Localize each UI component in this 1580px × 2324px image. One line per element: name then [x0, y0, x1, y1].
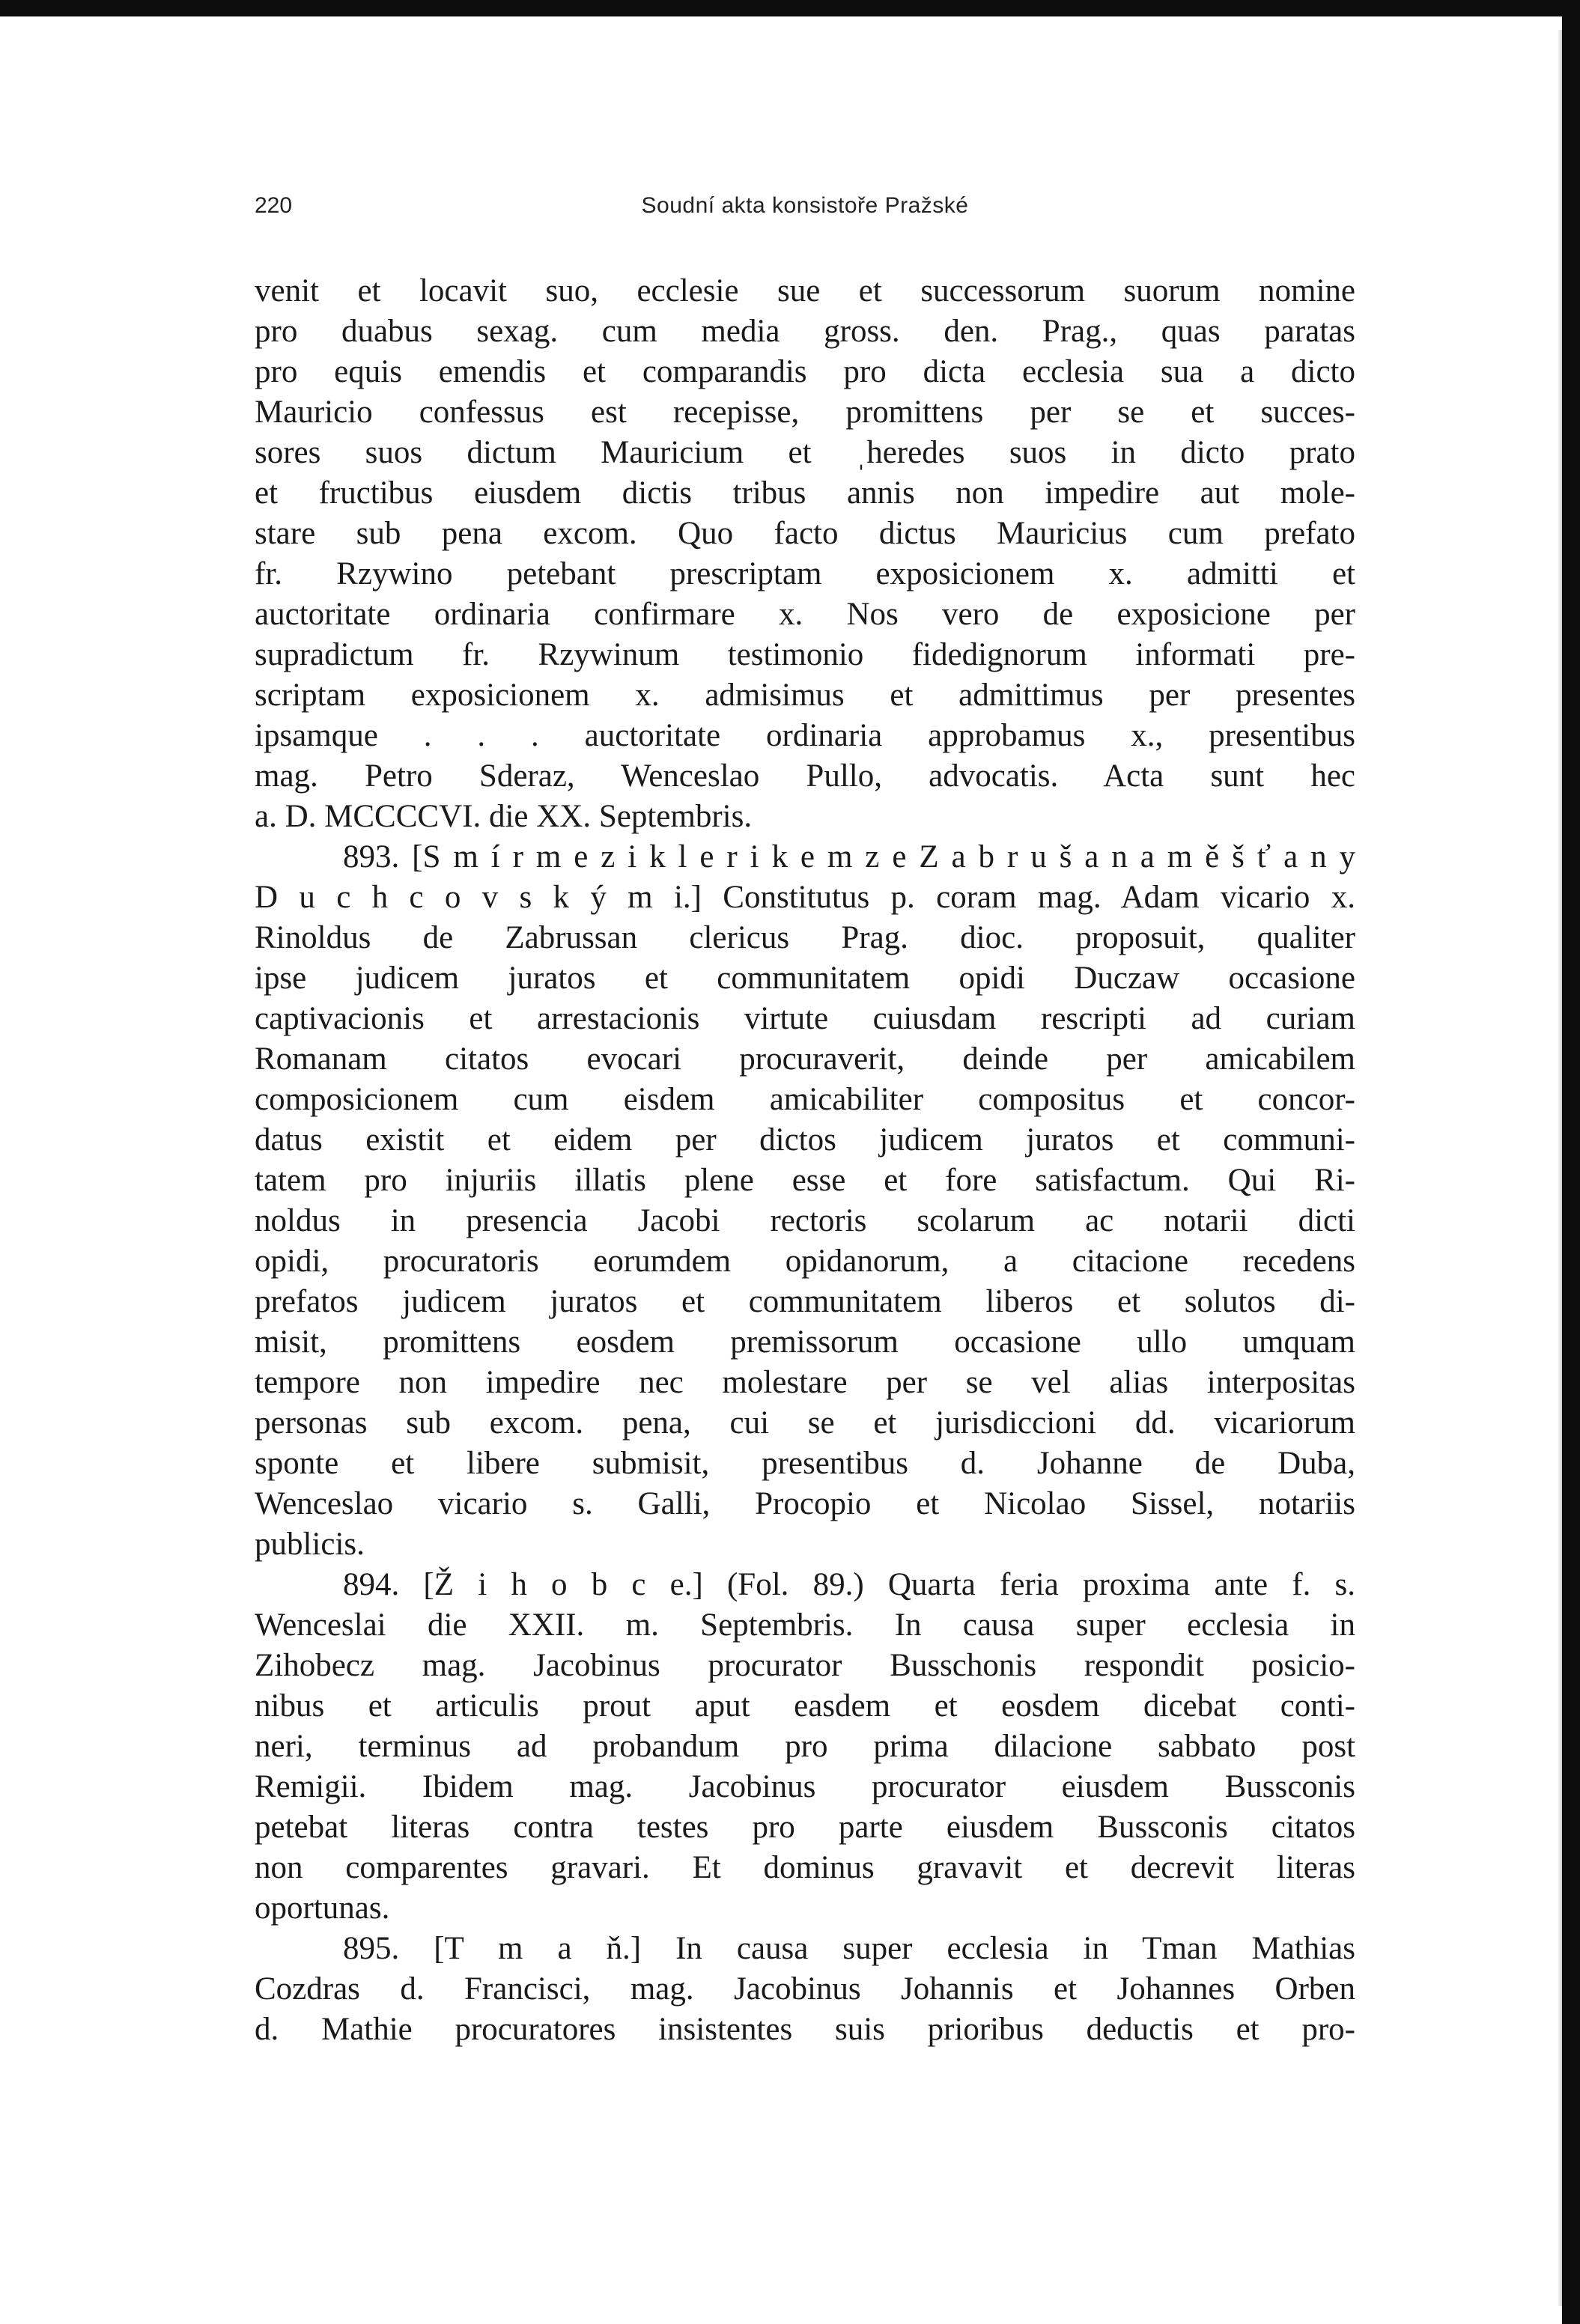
text-line: et fructibus eiusdem dictis tribus annis non impedire aut mole- — [255, 475, 1355, 511]
text-line: neri, terminus ad probandum pro prima dilacione sabbato post — [255, 1729, 1355, 1764]
text-line: fr. Rzywino petebant prescriptam exposicionem x. admitti et — [255, 556, 1355, 591]
text-line: sponte et libere submisit, presentibus d. Johanne de Duba, — [255, 1446, 1355, 1481]
text-line: Zihobecz mag. Jacobinus procurator Busschonis respondit posicio- — [255, 1648, 1355, 1683]
text-line: prefatos judicem juratos et communitatem liberos et solutos di- — [255, 1284, 1355, 1319]
text-line: a. D. MCCCCVI. die XX. Septembris. — [255, 799, 753, 834]
scan-border-top — [0, 0, 1580, 16]
text-line: Mauricio confessus est recepisse, promittens per se et succes- — [255, 395, 1355, 430]
text-line: non comparentes gravari. Et dominus gravavit et decrevit literas — [255, 1850, 1355, 1885]
text-line: ipsamque . . . auctoritate ordinaria approbamus x., presentibus — [255, 718, 1355, 753]
text-line: Wenceslao vicario s. Galli, Procopio et Nicolao Sissel, notariis — [255, 1486, 1355, 1521]
text-line: scriptam exposicionem x. admisimus et admittimus per presentes — [255, 678, 1355, 713]
text-line: ipse judicem juratos et communitatem opidi Duczaw occasione — [255, 961, 1355, 996]
text-line: D u c h c o v s k ý m i.] Constitutus p. coram mag. Adam vicario x. — [255, 880, 1355, 915]
text-line: Rinoldus de Zabrussan clericus Prag. dioc. proposuit, qualiter — [255, 920, 1355, 955]
text-line: oportunas. — [255, 1890, 390, 1926]
entry-893-heading: 893. [S m í r m e z i k l e r i k e m z e Z a b r u š a n a m ě š ť a n y — [343, 839, 1355, 874]
text-line: captivacionis et arrestacionis virtute cuiusdam rescripti ad curiam — [255, 1001, 1355, 1036]
text-line: pro equis emendis et comparandis pro dicta ecclesia sua a dicto — [255, 354, 1355, 389]
text-line: sores suos dictum Mauricium et ˌheredes suos in dicto prato — [255, 435, 1355, 470]
text-line: opidi, procuratoris eorumdem opidanorum, a citacione recedens — [255, 1244, 1355, 1279]
text-line: d. Mathie procuratores insistentes suis prioribus deductis et pro- — [255, 2012, 1355, 2047]
text-line: mag. Petro Sderaz, Wenceslao Pullo, advocatis. Acta sunt hec — [255, 758, 1355, 794]
text-line: publicis. — [255, 1527, 365, 1562]
text-line: personas sub excom. pena, cui se et jurisdiccioni dd. vicariorum — [255, 1405, 1355, 1441]
text-line: noldus in presencia Jacobi rectoris scolarum ac notarii dicti — [255, 1203, 1355, 1238]
text-line: Wenceslai die XXII. m. Septembris. In causa super ecclesia in — [255, 1607, 1355, 1643]
text-line: petebat literas contra testes pro parte eiusdem Bussconis citatos — [255, 1810, 1355, 1845]
text-line: Remigii. Ibidem mag. Jacobinus procurator eiusdem Bussconis — [255, 1769, 1355, 1804]
text-line: pro duabus sexag. cum media gross. den. Prag., quas paratas — [255, 314, 1355, 349]
body-text — [255, 271, 1355, 2050]
page-header — [255, 193, 1355, 228]
text-line: venit et locavit suo, ecclesie sue et successorum suorum nomine — [255, 273, 1355, 308]
text-line: composicionem cum eisdem amicabiliter compositus et concor- — [255, 1082, 1355, 1117]
text-line: Cozdras d. Francisci, mag. Jacobinus Johannis et Johannes Orben — [255, 1971, 1355, 2007]
text-line: tatem pro injuriis illatis plene esse et fore satisfactum. Qui Ri- — [255, 1163, 1355, 1198]
scan-border-right — [1562, 0, 1580, 2324]
text-line: nibus et articulis prout aput easdem et eosdem dicebat conti- — [255, 1688, 1355, 1724]
entry-894-heading: 894. [Ž i h o b c e.] (Fol. 89.) Quarta feria proxima ante f. s. — [343, 1567, 1355, 1602]
running-title: Soudní akta konsistoře Pražské — [641, 193, 969, 218]
text-line: misit, promittens eosdem premissorum occasione ullo umquam — [255, 1324, 1355, 1360]
page-number: 220 — [255, 193, 293, 218]
text-line: auctoritate ordinaria confirmare x. Nos vero de exposicione per — [255, 597, 1355, 632]
text-line: datus existit et eidem per dictos judicem juratos et communi- — [255, 1122, 1355, 1158]
entry-895-heading: 895. [T m a ň.] In causa super ecclesia in Tman Mathias — [343, 1931, 1355, 1966]
text-line: supradictum fr. Rzywinum testimonio fidedignorum informati pre- — [255, 637, 1355, 672]
text-line: Romanam citatos evocari procuraverit, deinde per amicabilem — [255, 1041, 1355, 1077]
text-line: stare sub pena excom. Quo facto dictus Mauricius cum prefato — [255, 516, 1355, 551]
text-line: tempore non impedire nec molestare per se vel alias interpositas — [255, 1365, 1355, 1400]
